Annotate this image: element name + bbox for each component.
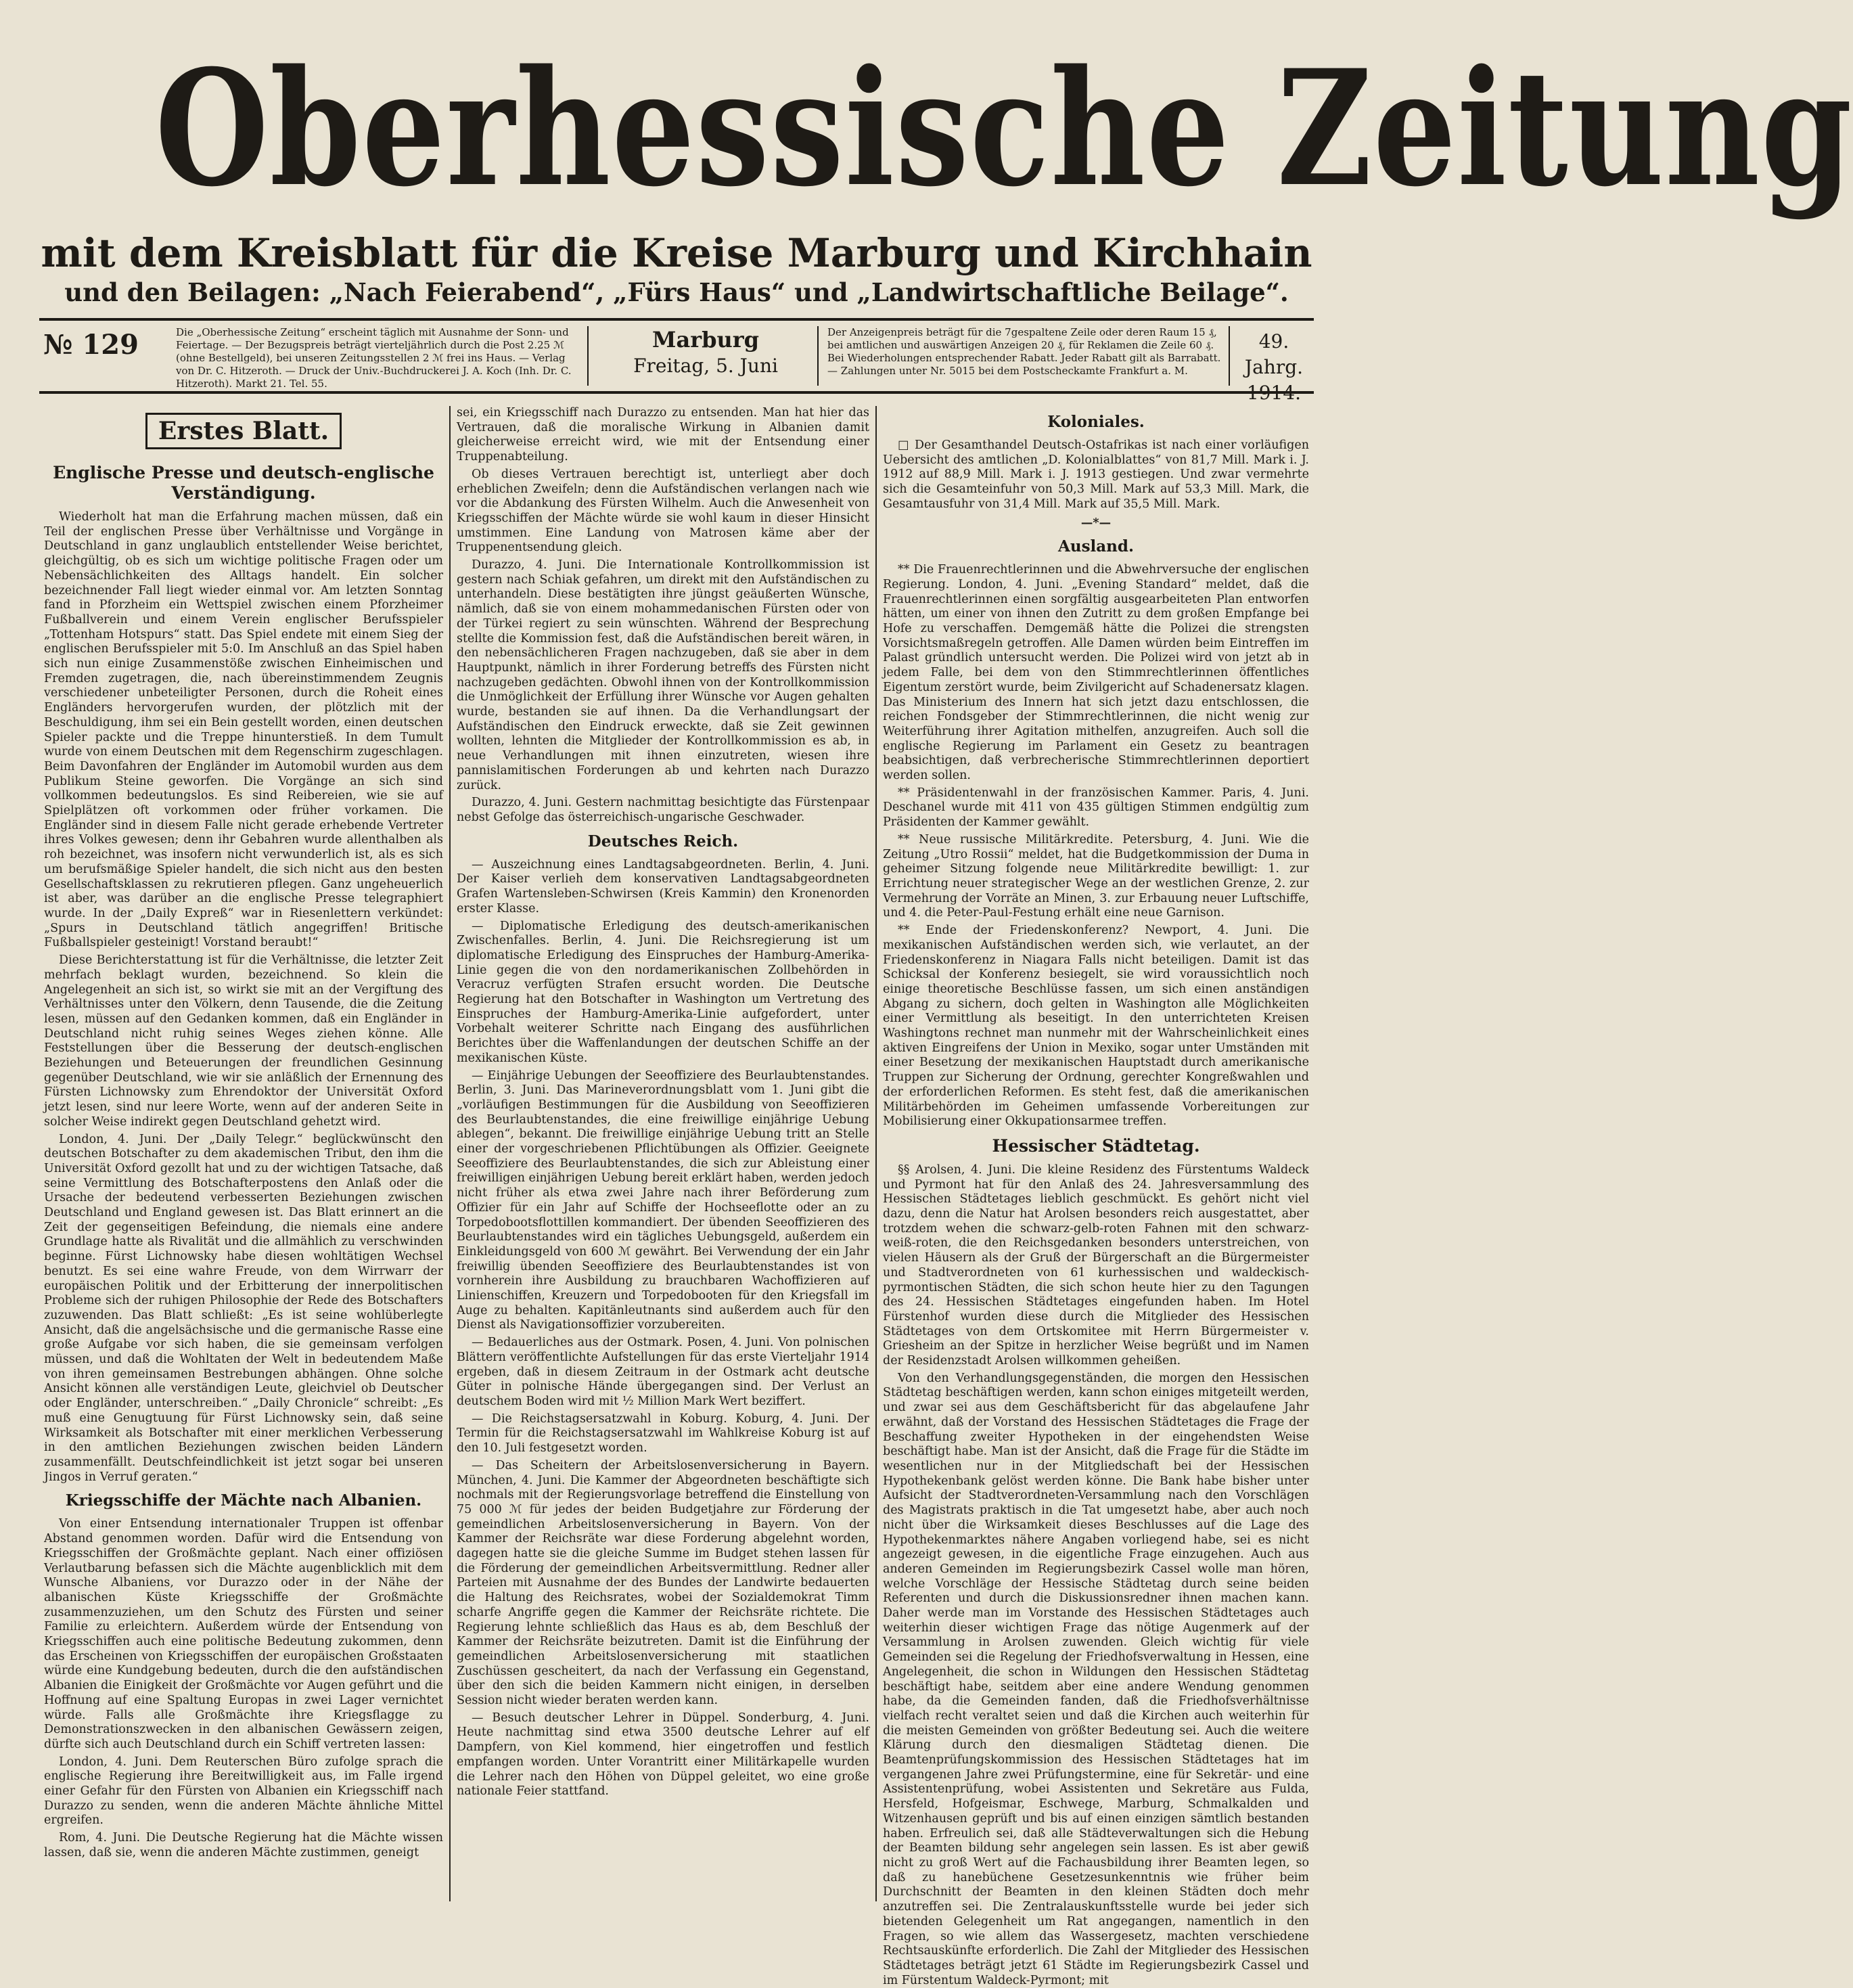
masthead-supplements: und den Beilagen: „Nach Feierabend“, „Fürs Haus“ und „Landwirtschaftliche Beilage“. bbox=[64, 277, 1289, 307]
ad-price-info: Der Anzeigenpreis beträgt für die 7gespaltene Zeile oder deren Raum 15 ₰, bei amtlichen und auswärtigen Anzeigen 20 ₰, für Reklamen die Zeile 60 ₰. Bei Wiederholungen entsprechender Rabatt. Jeder Rabatt gilt als Barrabatt. — Zahlungen unter Nr. 5015 bei dem Postscheckamte Frankfurt a. M. bbox=[827, 326, 1230, 386]
info-bar bbox=[39, 318, 1314, 404]
news-item: ** Präsidentenwahl in der französischen Kammer. Paris, 4. Juni. Deschanel wurde mit 411 von 435 gültigen Stimmen endgültig zum Präsidenten der Kammer gewählt. bbox=[883, 786, 1309, 830]
news-item: — Das Scheitern der Arbeitslosenversicherung in Bayern. München, 4. Juni. Die Kammer der Abgeordneten beschäftigte sich nochmals mit der Regierungsvorlage betreffend die Einstellung von 75 000 ℳ für jedes der beiden Budgetjahre zur Förderung der gemeindlichen Arbeitslosenversicherung in Bayern. Von der Kammer der Reichsräte war diese Forderung abgelehnt worden, dagegen hatte sie die gleiche Summe im Budget stehen lassen für die Förderung der gemeindlichen Arbeitsvermittlung. Redner aller Parteien mit Ausnahme der des Bundes der Landwirte bedauerten die Haltung des Reichsrates, wobei der Sozialdemokrat Timm scharfe Angriffe gegen die Kammer der Reichsräte richtete. Die Regierung lehnte schließlich das Haus es ab, dem Beschluß der Kammer der Reichsräte beizutreten. Damit ist die Einführung der gemeindlichen Arbeitslosenversicherung mit staatlichen Zuschüssen gescheitert, da nach der Verfassung ein Gegenstand, über den sich die beiden Kammern nicht einigen, in derselben Session nicht wieder beraten werden kann. bbox=[457, 1458, 869, 1708]
paragraph: London, 4. Juni. Der „Daily Telegr.“ beglückwünscht den deutschen Botschafter zu dem akademischen Tribut, den ihm die Universität Oxford gezollt hat und zu der wichtigen Tatsache, daß seine Vermittlung des Botschafterpostens den Anlaß oder die Ursache der bedeutend verbesserten Beziehungen zwischen Deutschland und England gewesen ist. Das Blatt erinnert an die Zeit der gegenseitigen Befeindung, die niemals eine andere Grundlage hatte als Rivalität und die allmählich zu verschwinden beginne. Fürst Lichnowsky habe diesen wohltätigen Wechsel benutzt. Es sei eine wahre Freude, von dem Wirrwarr der europäischen Politik und der Erbitterung der innerpolitischen Probleme sich der ruhigen Philosophie der Rede des Botschafters zuzuwenden. Das Blatt schließt: „Es ist seine wohlüberlegte Ansicht, daß die angelsächsische und die germanische Rasse eine große Aufgabe vor sich haben, die sie gemeinsam verfolgen müssen, und daß die Wohltaten der Welt in bedeutendem Maße von ihren gemeinsamen Bestrebungen abhängen. Ohne solche Ansicht können alle verständigen Leute, gleichviel ob Deutscher oder Engländer, unterschreiben.“ „Daily Chronicle“ schreibt: „Es muß eine Genugtuung für Fürst Lichnowsky sein, daß seine Wirksamkeit als Botschafter mit einer merklichen Verbesserung in den amtlichen Beziehungen zwischen beiden Ländern zusammenfällt. Deutschfeindlichkeit ist jetzt sogar bei unseren Jingos in Verruf geraten.“ bbox=[44, 1132, 443, 1484]
paragraph: Durazzo, 4. Juni. Gestern nachmittag besichtigte das Fürstenpaar nebst Gefolge das österreichisch-ungarische Geschwader. bbox=[457, 796, 869, 824]
column-rule bbox=[449, 406, 451, 1901]
paragraph: London, 4. Juni. Dem Reuterschen Büro zufolge sprach die englische Regierung ihre Bereitwilligkeit aus, im Falle irgend einer Gefahr für den Fürsten von Albanien ein Kriegsschiff nach Durazzo zu senden, wenn die anderen Mächte ähnliche Mittel ergreifen. bbox=[44, 1755, 443, 1828]
news-item: ** Die Frauenrechtlerinnen und die Abwehrversuche der englischen Regierung. London, 4. Juni. „Evening Standard“ meldet, daß die Frauenrechtlerinnen einen sorgfältig ausgearbeiteten Plan entworfen hätten, um einer von ihnen den Zutritt zu dem großen Empfange bei Hofe zu verschaffen. Demgemäß hätte die Polizei die strengsten Vorsichtsmaßregeln getroffen. Alle Damen würden beim Eintreffen im Palast gründlich untersucht werden. Die Polizei wird von jetzt ab in jedem Falle, bei dem von den Stimmrechtlerinnen öffentliches Eigentum zerstört wurde, beim Zivilgericht auf Schadenersatz klagen. Das Ministerium des Innern hat sich jetzt dazu entschlossen, die reichen Fondsgeber der Stimmrechtlerinnen, die nicht wenig zur Weiterführung ihrer Agitation mithelfen, anzugreifen. Auch soll die englische Regierung im Parlament ein Gesetz zu beantragen beabsichtigen, daß verbrecherische Stimmrechtlerinnen deportiert werden sollen. bbox=[883, 563, 1309, 783]
column-rule bbox=[875, 406, 877, 1901]
paragraph: §§ Arolsen, 4. Juni. Die kleine Residenz des Fürstentums Waldeck und Pyrmont hat für den Anlaß des 24. Jahresversammlung des Hessischen Städtetages lieblich geschmückt. Es gehört nicht viel dazu, denn die Natur hat Arolsen besonders reich ausgestattet, aber trotzdem wehen die schwarz-gelb-roten Fahnen mit den schwarz-weiß-roten, die den Reichsgedanken besonders unterstreichen, von vielen Häusern als der Gruß der Bürgerschaft an die Bürgermeister und Stadtverordneten von 61 kurhessischen und waldeckisch-pyrmontischen Städten, die sich schon heute hier zu den Tagungen des 24. Hessischen Städtetages eingefunden haben. Im Hotel Fürstenhof wurden diese durch die Mitglieder des Hessischen Städtetages von dem Ortskomitee mit Herrn Bürgermeister v. Griesheim an der Spitze in herzlicher Weise begrüßt und im Namen der Residenzstadt Arolsen willkommen geheißen. bbox=[883, 1162, 1309, 1368]
paragraph: Von den Verhandlungsgegenständen, die morgen den Hessischen Städtetag beschäftigen werden, kann schon einiges mitgeteilt werden, und zwar sei aus dem Geschäftsbericht für das abgelaufene Jahr erwähnt, daß der Vorstand des Hessischen Städtetages die Frage der Beschaffung zweiter Hypotheken in der eingehendsten Weise beschäftigt habe. Man ist der Ansicht, daß die Frage für die Städte im wesentlichen nur in der Mitgliedschaft bei der Hessischen Hypothekenbank gelöst werden könne. Die Bank habe bisher unter Aufsicht der Stadtverordneten-Versammlung nach den Vorschlägen des Magistrats praktisch in die Tat umgesetzt habe, aber auch noch nicht über die Wirksamkeit dieses Beschlusses auf die Lage des Hypothekenmarktes nähere Angaben vorliegend habe, sei es nicht angezeigt gewesen, in die eigentliche Frage einzugehen. Auch aus anderen Gemeinden im Regierungsbezirk Cassel wolle man hören, welche Vorschläge der Hessische Städtetag durch seine beiden Referenten und durch die Diskussionsredner ihnen machen kann. Daher werde man im Vorstande des Hessischen Städtetages auch weiterhin dieser wichtigen Frage das nötige Augenmerk auf der Versammlung in Arolsen zuwenden. Gleich wichtig für viele Gemeinden sei die Regelung der Friedhofsverwaltung in Hessen, eine Angelegenheit, die schon in Wildungen den Hessischen Städtetag beschäftigt habe, seitdem aber eine andere Wendung genommen habe, da die Gemeinden fanden, daß die Friedhofsverhältnisse vielfach recht veraltet seien und daß die Kirchen auch weiterhin für die meisten Gemeinden von größter Bedeutung sei. Auch die weitere Klärung durch den diesmaligen Städtetag dienen. Die Beamtenprüfungskommission des Hessischen Städtetages hat im vergangenen Jahre zwei Prüfungstermine, eine für Sekretär- und eine Assistentenprüfung, wobei Assistenten und Sekretäre aus Fulda, Hersfeld, Hofgeismar, Eschwege, Marburg, Schmalkalden und Witzenhausen geprüft und bis auf einen einzigen sämtlich bestanden haben. Erfreulich sei, daß alle Städteverwaltungen sich die Hebung der Beamten bildung sehr angelegen sein lassen. Es ist aber gewiß nicht zu groß Wert auf die Fachausbildung ihrer Beamten legen, so daß zu hanebüchene Gesetzesunkenntnis wie früher beim Durchschnitt der Beamten in den kleinen Städten doch mehr anzutreffen sei. Die Zentralauskunftsstelle wurde bei jeder sich bietenden Gelegenheit um Rat angegangen, namentlich in den Fragen, so wie allem das Wassergesetz, machten verschiedene Rechtsauskünfte erforderlich. Die Zahl der Mitglieder des Hessischen Städtetages beträgt jetzt 61 Städte im Regierungsbezirk Cassel und im Fürstentum Waldeck-Pyrmont; mit bbox=[883, 1371, 1309, 1987]
section-first-sheet: Erstes Blatt. bbox=[145, 413, 342, 449]
paragraph: Diese Berichterstattung ist für die Verhältnisse, die letzter Zeit mehrfach beklagt wurden, bezeichnend. So klein die Angelegenheit an sich ist, so wirkt sie mit an der Vergiftung des Verhältnisses unter den Völkern, denn Tausende, die die Zeitung lesen, müssen auf den Gedanken kommen, daß ein Engländer in Deutschland nicht ruhig seines Weges ziehen könne. Alle Feststellungen über die Besserung der deutsch-englischen Beziehungen und Beteuerungen der freundlichen Gesinnung gegenüber Deutschland, wie wir sie anläßlich der Ernennung des Fürsten Lichnowsky zum Ehrendoktor der Universität Oxford jetzt lesen, sind nur leere Worte, wenn auf der anderen Seite in solcher Weise indirekt gegen Deutschland gehetzt wird. bbox=[44, 953, 443, 1129]
year: 1914. bbox=[1246, 382, 1302, 404]
news-item: □ Der Gesamthandel Deutsch-Ostafrikas ist nach einer vorläufigen Uebersicht des amtlichen „D. Kolonialblattes“ von 81,7 Mill. Mark i. J. 1912 auf 88,9 Mill. Mark i. J. 1913 gestiegen. Und zwar vermehrte sich die Gesamteinfuhr von 50,3 Mill. Mark auf 53,3 Mill. Mark, die Gesamtausfuhr von 31,4 Mill. Mark auf 35,5 Mill. Mark. bbox=[883, 438, 1309, 511]
paragraph: Rom, 4. Juni. Die Deutsche Regierung hat die Mächte wissen lassen, daß sie, wenn die anderen Mächte zustimmen, geneigt bbox=[44, 1831, 443, 1859]
issue-date: Freitag, 5. Juni bbox=[633, 355, 778, 377]
news-item: ** Neue russische Militärkredite. Petersburg, 4. Juni. Wie die Zeitung „Utro Rossii“ meldet, hat die Budgetkommission der Duma in geheimer Sitzung folgende neue Militärkredite bewilligt: 1. zur Errichtung neuer strategischer Wege an der westlichen Grenze, 2. zur Vermehrung der Vorräte an Minen, 3. zur Erbauung neuer Luftschiffe, und 4. die Peter-Paul-Festung erhält eine neue Garnison. bbox=[883, 832, 1309, 920]
dateline bbox=[594, 326, 819, 386]
masthead bbox=[41, 35, 1853, 227]
publication-info: Die „Oberhessische Zeitung“ erscheint täglich mit Ausnahme der Sonn- und Feiertage. — Der Bezugspreis beträgt vierteljährlich durch die Post 2.25 ℳ (ohne Bestellgeld), bei unseren Zeitungsstellen 2 ℳ frei ins Haus. — Verlag von Dr. C. Hitzeroth. — Druck der Univ.-Buchdruckerei J. A. Koch (Inh. Dr. C. Hitzeroth). Markt 21. Tel. 55. bbox=[176, 326, 589, 386]
article-title: Kriegsschiffe der Mächte nach Albanien. bbox=[65, 1491, 422, 1510]
news-item: — Einjährige Uebungen der Seeoffiziere des Beurlaubtenstandes. Berlin, 3. Juni. Das Marineverordnungsblatt vom 1. Juni gibt die „vorläufigen Bestimmungen für die Ausbildung von Seeoffizieren des Beurlaubtenstandes, die eine freiwillige einjährige Uebung ablegen“, bekannt. Die freiwillige einjährige Uebung tritt an Stelle einer der vorgeschriebenen Pflichtübungen als Offizier. Geeignete Seeoffiziere des Beurlaubtenstandes, die sich zur Ableistung einer freiwilligen einjährigen Uebung bereit erklärt haben, werden jedoch nicht früher als etwa zwei Jahre nach ihrer Beförderung zum Offizier für ein Jahr auf Schiffe der Hochseeflotte oder an zu Torpedobootsflottillen kommandiert. Der übenden Seeoffizieren des Beurlaubtenstandes wird ein tägliches Uebungsgeld, außerdem ein Einkleidungsgeld von 600 ℳ gewährt. Bei Verwendung der ein Jahr freiwillig übenden Seeoffiziere des Beurlaubtenstandes ist von vornherein ihre Ausbildung zu brauchbaren Wachoffizieren auf Linienschiffen, Kreuzern und Torpedobooten für den Kriegsfall im Auge zu behalten. Kapitänleutnants sind außerdem auch für den Dienst als Navigationsoffizier vorzubereiten. bbox=[457, 1068, 870, 1332]
newspaper-title: Oberhessische Zeitung bbox=[155, 35, 1853, 222]
place-name: Marburg bbox=[652, 327, 759, 353]
column-3 bbox=[883, 406, 1309, 1987]
paragraph: Von einer Entsendung internationaler Truppen ist offenbar Abstand genommen worden. Dafür wird die Entsendung von Kriegsschiffen der Großmächte geplant. Nach einer offiziösen Verlautbarung befassen sich die Mächte augenblicklich mit dem Wunsche Albaniens, vor Durazzo oder in der Nähe der albanischen Küste Kriegsschiffe der Großmächte zusammenzuziehen, um den Schutz des Fürsten und seiner Familie zu erleichtern. Außerdem würde der Entsendung von Kriegsschiffen auch eine politische Bedeutung zukommen, denn das Erscheinen von Kriegsschiffen der europäischen Großstaaten würde eine Kundgebung bedeuten, durch die den aufständischen Albanien die Einigkeit der Großmächte vor Augen geführt und die Hoffnung auf eine Spaltung Europas in zwei Lager vernichtet würde. Falls alle Großmächte ihre Kriegsflagge zu Demonstrationszwecken in den albanischen Gewässern zeigen, dürfte sich auch Deutschland durch ein Schiff vertreten lassen: bbox=[44, 1517, 443, 1751]
paragraph: sei, ein Kriegsschiff nach Durazzo zu entsenden. Man hat hier das Vertrauen, daß die moralische Wirkung in Albanien damit gleicherweise erreicht wird, wie mit der Entsendung einer Truppenabteilung. bbox=[457, 406, 869, 464]
masthead-subtitle: mit dem Kreisblatt für die Kreise Marburg und Kirchhain bbox=[41, 230, 1312, 276]
news-item: — Diplomatische Erledigung des deutsch-amerikanischen Zwischenfalles. Berlin, 4. Juni. Die Reichsregierung ist um diplomatische Erledigung des Einspruches der Hamburg-Amerika-Linie gegen die von den nordamerikanischen Zollbehörden in Veracruz verfügten Strafen ersucht worden. Die Deutsche Regierung hat den Botschafter in Washington um Vertretung des Einspruches der Hamburg-Amerika-Linie aufgefordert, unter Vorbehalt weiterer Schritte nach Eingang des ausführlichen Berichtes über die Waffenlandungen der deutschen Schiffe an der mexikanischen Küste. bbox=[457, 919, 869, 1065]
section-title: Deutsches Reich. bbox=[587, 832, 739, 851]
news-item: — Bedauerliches aus der Ostmark. Posen, 4. Juni. Von polnischen Blättern veröffentlichte Aufstellungen für das erste Vierteljahr 1914 ergeben, daß in diesem Zeitraum in der Ostmark acht deutsche Güter in polnische Hände übergegangen sind. Der Verlust an deutschem Boden wird mit ½ Million Mark Wert beziffert. bbox=[457, 1336, 869, 1408]
issue-number: № 129 bbox=[43, 329, 139, 361]
section-title: Hessischer Städtetag. bbox=[992, 1135, 1200, 1156]
section-title: Koloniales. bbox=[1047, 413, 1145, 431]
volume-year bbox=[1237, 329, 1311, 406]
article-title: Englische Presse und deutsch-englische Verständigung. bbox=[53, 463, 434, 503]
paragraph: Durazzo, 4. Juni. Die Internationale Kontrollkommission ist gestern nach Schiak gefahren, um direkt mit den Aufständischen zu unterhandeln. Diese bestätigten ihre jüngst geäußerten Wünsche, nämlich, daß sie von einem mohammedanischen Fürsten oder von der Türkei regiert zu sein wünschten. Während der Besprechung stellte die Kommission fest, daß die Aufständischen bereit wären, in den nebensächlicheren Fragen nachzugeben, daß sie aber in dem Hauptpunkt, nämlich in ihrer Forderung betreffs des Fürsten nicht nachzugeben gedächten. Obwohl ihnen von der Kontrollkommission die Unmöglichkeit der Erfüllung ihrer Wünsche vor Augen gehalten wurde, bestanden sie auf ihnen. Da die Verhandlungsart der Aufständischen den Eindruck erweckte, daß sie Zeit gewinnen wollten, lehnten die Mitglieder der Kontrollkommission es ab, in neue Verhandlungen mit ihnen einzutreten, wiesen ihre pannislamitischen Forderungen ab und kehrten nach Durazzo zurück. bbox=[457, 558, 869, 792]
paragraph: Ob dieses Vertrauen berechtigt ist, unterliegt aber doch erheblichen Zweifeln; denn die Aufständischen verlangen nach wie vor die Abdankung des Fürsten Wilhelm. Auch die Anwesenheit von Kriegsschiffen der Mächte würde sie wohl kaum in dieser Hinsicht umstimmen. Eine Landung von Matrosen käme aber der Truppenentsendung gleich. bbox=[457, 467, 869, 555]
news-item: ** Ende der Friedenskonferenz? Newport, 4. Juni. Die mexikanischen Aufständischen werden sich, wie verlautet, an der Friedenskonferenz in Niagara Falls nicht beteiligen. Damit ist das Schicksal der Konferenz besiegelt, sie wird voraussichtlich noch einige theoretische Beschlüsse fassen, um sich einen anständigen Abgang zu sichern, doch gelten in Washington alle Möglichkeiten einer Vermittlung als beseitigt. In den unterrichteten Kreisen Washingtons rechnet man nunmehr mit der Wahrscheinlichkeit eines aktiven Eingreifens der Union in Mexiko, sogar unter Umständen mit einer Besetzung der mexikanischen Hauptstadt durch amerikanische Truppen zur Sicherung der Ordnung, gerechter Kongreßwahlen und der erforderlichen Reformen. Es steht fest, daß die amerikanischen Militärbehörden im Geheimen umfassende Vorbereitungen zur Mobilisierung einer Okkupationsarmee treffen. bbox=[883, 924, 1309, 1129]
paragraph: Wiederholt hat man die Erfahrung machen müssen, daß ein Teil der englischen Presse über Verhältnisse und Vorgänge in Deutschland in ganz unglaublich entstellender Weise berichtet, gleichgültig, ob es sich um wichtige politische Fragen oder um Nebensächlichkeiten des Alltags handelt. Ein solcher bezeichnender Fall liegt wieder einmal vor. Am letzten Sonntag fand in Pforzheim ein Wettspiel zwischen einem Pforzheimer Fußballverein und einem Verein englischer Berufsspieler „Tottenham Hotspurs“ statt. Das Spiel endete mit einem Sieg der englischen Berufsspieler mit 5:0. Im Anschluß an das Spiel haben sich nun einige Zusammenstöße zwischen Einheimischen und Fremden zugetragen, die, nach übereinstimmendem Zeugnis verschiedener unbeteiligter Personen, durch die Roheit eines Engländers hervorgerufen wurden, der plötzlich mit der Beschuldigung, ihm sei ein Bein gestellt worden, einen deutschen Spieler packte und die Treppe hinunterstieß. In dem Tumult wurde von einem Deutschen mit dem Regenschirm zugeschlagen. Beim Davonfahren der Engländer im Automobil wurden aus dem Publikum Steine geworfen. Die Vorgänge an sich sind vollkommen bedeutungslos. Es sind Reibereien, wie sie auf Spielplätzen oft vorkommen oder früher vorkamen. Die Engländer sind in diesem Falle nicht gerade erhebende Vertreter ihres Volkes gewesen; denn ihr Gebahren wurde allenthalben als roh bezeichnet, was insofern nicht verwunderlich ist, als es sich um berufsmäßige Spieler handelt, die sich nicht aus den besten Gesellschaftsklassen zu rekrutieren pflegen. Ganz ungeheuerlich ist aber, was darüber an die englische Presse telegraphiert wurde. In der „Daily Expreß“ war in Riesenlettern verkündet: „Spurs in Deutschland tätlich angegriffen! Britische Fußballspieler gesteinigt! Vorstand beraubt!“ bbox=[44, 510, 443, 950]
divider-star: —*— bbox=[1080, 516, 1112, 530]
news-item: — Besuch deutscher Lehrer in Düppel. Sonderburg, 4. Juni. Heute nachmittag sind etwa 3500 deutsche Lehrer auf elf Dampfern, von Kiel kommend, hier eingetroffen und festlich empfangen worden. Unter Vorantritt einer Militärkapelle wurden die Lehrer nach den Höhen von Düppel geleitet, wo eine große nationale Feier stattfand. bbox=[457, 1711, 869, 1799]
column-1 bbox=[44, 406, 443, 1901]
volume: 49. Jahrg. bbox=[1244, 330, 1304, 378]
section-title: Ausland. bbox=[1058, 537, 1134, 556]
news-item: — Auszeichnung eines Landtagsabgeordneten. Berlin, 4. Juni. Der Kaiser verlieh dem konservativen Landtagsabgeordneten Grafen Wartensleben-Schwirsen (Kreis Kammin) den Kronenorden erster Klasse. bbox=[457, 857, 869, 916]
column-2 bbox=[457, 406, 869, 1901]
news-item: — Die Reichstagsersatzwahl in Koburg. Koburg, 4. Juni. Der Termin für die Reichstagsersatzwahl im Wahlkreise Koburg ist auf den 10. Juli festgesetzt worden. bbox=[457, 1411, 869, 1455]
